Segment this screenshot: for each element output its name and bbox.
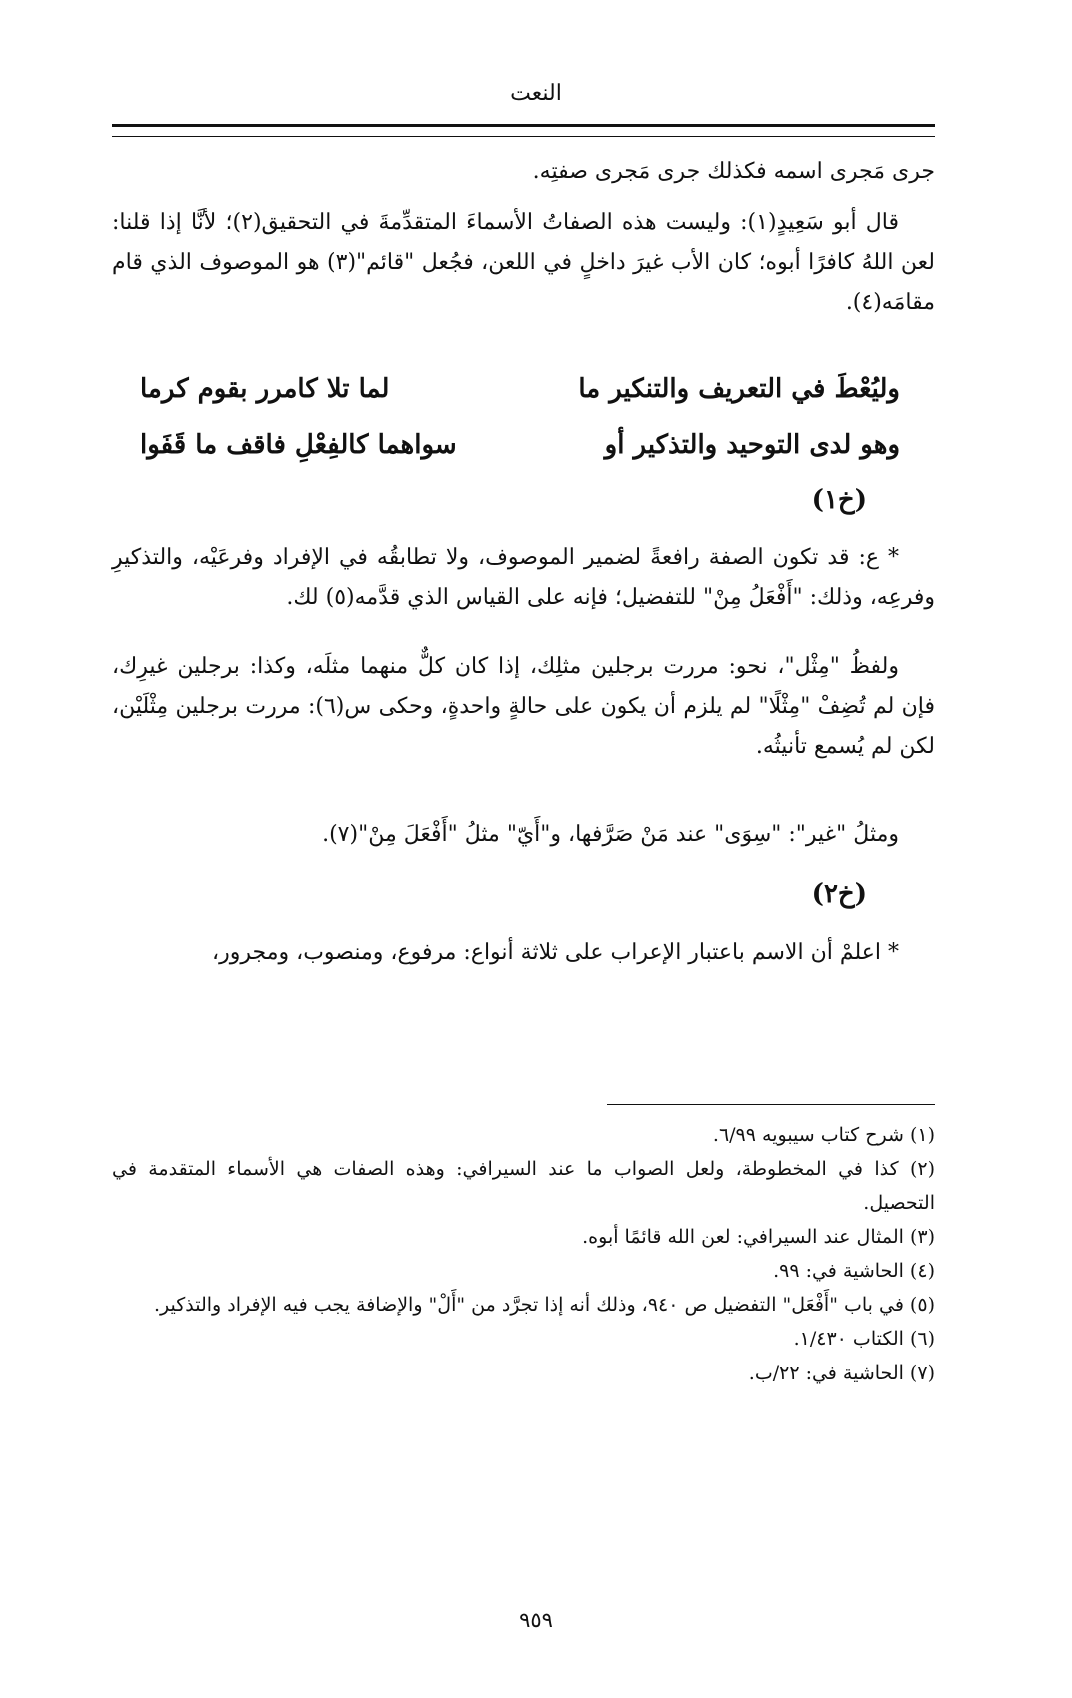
verse-2-second-hemistich: سواهما كالفِعْلِ فاقف ما قَفَوا bbox=[140, 430, 457, 460]
footnote-3: (٣) المثال عند السيرافي: لعن الله قائمًا أبوه. bbox=[582, 1226, 935, 1248]
page-number: ٩٥٩ bbox=[519, 1608, 553, 1632]
paragraph-ilam: * اعلمْ أن الاسم باعتبار الإعراب على ثلاثة أنواع: مرفوع، ومنصوب، ومجرور، bbox=[212, 940, 899, 965]
running-header: النعت bbox=[510, 81, 562, 106]
footnote-4: (٤) الحاشية في: ٩٩. bbox=[773, 1260, 935, 1282]
verse-1-first-hemistich: وليُعْطَ في التعريف والتنكير ما bbox=[578, 374, 900, 404]
paragraph-continuation: جرى مَجرى اسمه فكذلك جرى مَجرى صفتِه. bbox=[532, 159, 935, 184]
paragraph-mithl: ولفظُ "مِثْل"، نحو: مررت برجلين مثلِك، إذا كان كلٌّ منهما مثلَه، وكذا: برجلين غيرِك، فإن لم تُضِفْ "مِثْلًا" لم يلزم أن يكون على حالةٍ واحدةٍ، وحكى س(٦): مررت برجلين مِثْلَيْن، لكن لم يُسمع تأنيثُه. bbox=[112, 654, 935, 759]
footnote-6: (٦) الكتاب ١/٤٣٠. bbox=[793, 1328, 935, 1350]
footnote-5: (٥) في باب "أَفْعَل" التفضيل ص ٩٤٠، وذلك أنه إذا تجرَّد من "أَلْ" والإضافة يجب فيه الإفراد والتذكير. bbox=[153, 1294, 935, 1316]
footnote-1: (١) شرح كتاب سيبويه ٦/٩٩. bbox=[712, 1124, 935, 1146]
paragraph-abu-said: قال أبو سَعِيدٍ(١): وليست هذه الصفاتُ الأسماءَ المتقدِّمةَ في التحقيق(٢)؛ لأنَّا إذا قلنا: لعن اللهُ كافرًا أبوه؛ كان الأب غيرَ داخلٍ في اللعن، فجُعل "قائم"(٣) هو الموصوف الذي قام مقامَه(٤). bbox=[112, 210, 935, 315]
body-mithl bbox=[112, 647, 935, 767]
verse-2-first-hemistich: وهو لدى التوحيد والتذكير أو bbox=[604, 430, 900, 460]
paragraph-ain: * ع: قد تكون الصفة رافعةً لضمير الموصوف، ولا تطابقُه في الإفراد وفرعَيْه، والتذكيرِ وفرعِه، وذلك: "أَفْعَلُ مِنْ" للتفضيل؛ فإنه على القياس الذي قدَّمه(٥) لك. bbox=[112, 545, 935, 610]
verse-1-second-hemistich: لما تلا كامرر بقوم كرما bbox=[140, 374, 390, 404]
body-ghayr bbox=[112, 815, 935, 855]
footnotes bbox=[112, 1118, 935, 1390]
footnote-7: (٧) الحاشية في: ٢٢/ب. bbox=[748, 1362, 935, 1384]
body-ilam bbox=[112, 933, 935, 973]
body-ain bbox=[112, 538, 935, 618]
footnote-2: (٢) كذا في المخطوطة، ولعل الصواب ما عند السيرافي: وهذه الصفات هي الأسماء المتقدمة في التحصيل. bbox=[112, 1158, 935, 1214]
header-rule-thin bbox=[112, 136, 935, 137]
footnote-separator bbox=[607, 1104, 935, 1105]
header-rule-thick bbox=[112, 124, 935, 127]
section-mark-1: (خ١) bbox=[811, 485, 867, 515]
body-continuation bbox=[112, 152, 935, 192]
paragraph-ghayr: ومثلُ "غير": "سِوَى" عند مَنْ صَرَّفها، و"أَيّ" مثلُ "أَفْعَلَ مِنْ"(٧). bbox=[322, 822, 899, 847]
body-abu-said bbox=[112, 203, 935, 323]
section-mark-2: (خ٢) bbox=[811, 879, 867, 909]
